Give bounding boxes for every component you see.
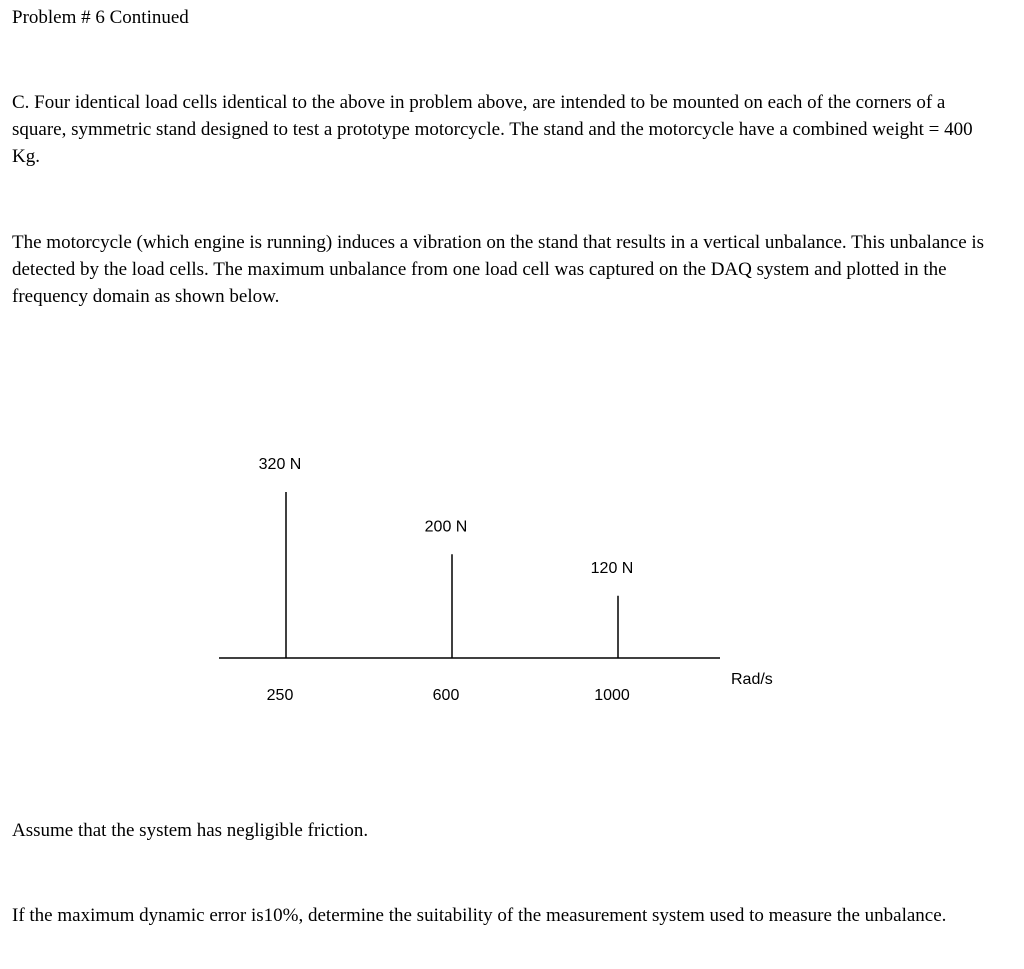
page-title: Problem # 6 Continued bbox=[12, 7, 189, 28]
tick-label-1000: 1000 bbox=[594, 687, 630, 704]
paragraph-vibration: The motorcycle (which engine is running) induces a vibration on the stand that results in a vertical unbalance. This unbalance is detected by the load cells. The maximum unbalance from one load cell was captured on the DAQ system and plotted in the frequency domain as shown below. bbox=[12, 232, 985, 307]
value-label-1000: 120 N bbox=[590, 559, 634, 577]
paragraph-assumption: Assume that the system has negligible friction. bbox=[12, 820, 369, 841]
x-axis-label: Rad/s bbox=[731, 671, 773, 688]
tick-label-250: 250 bbox=[266, 687, 294, 704]
spectrum-marks bbox=[259, 456, 634, 704]
tick-label-600: 600 bbox=[432, 687, 460, 704]
value-label-600: 200 N bbox=[424, 518, 468, 536]
paragraph-part-c: C. Four identical load cells identical to the above in problem above, are intended to be mounted on each of the corners of a square, symmetric stand designed to test a prototype motorcycle. The stand and the motorcycle have a combined weight = 400 Kg. bbox=[12, 92, 973, 167]
value-label-250: 320 N bbox=[258, 456, 302, 473]
paragraph-question: If the maximum dynamic error is10%, determine the suitability of the measurement system used to measure the unbalance. bbox=[12, 905, 947, 926]
